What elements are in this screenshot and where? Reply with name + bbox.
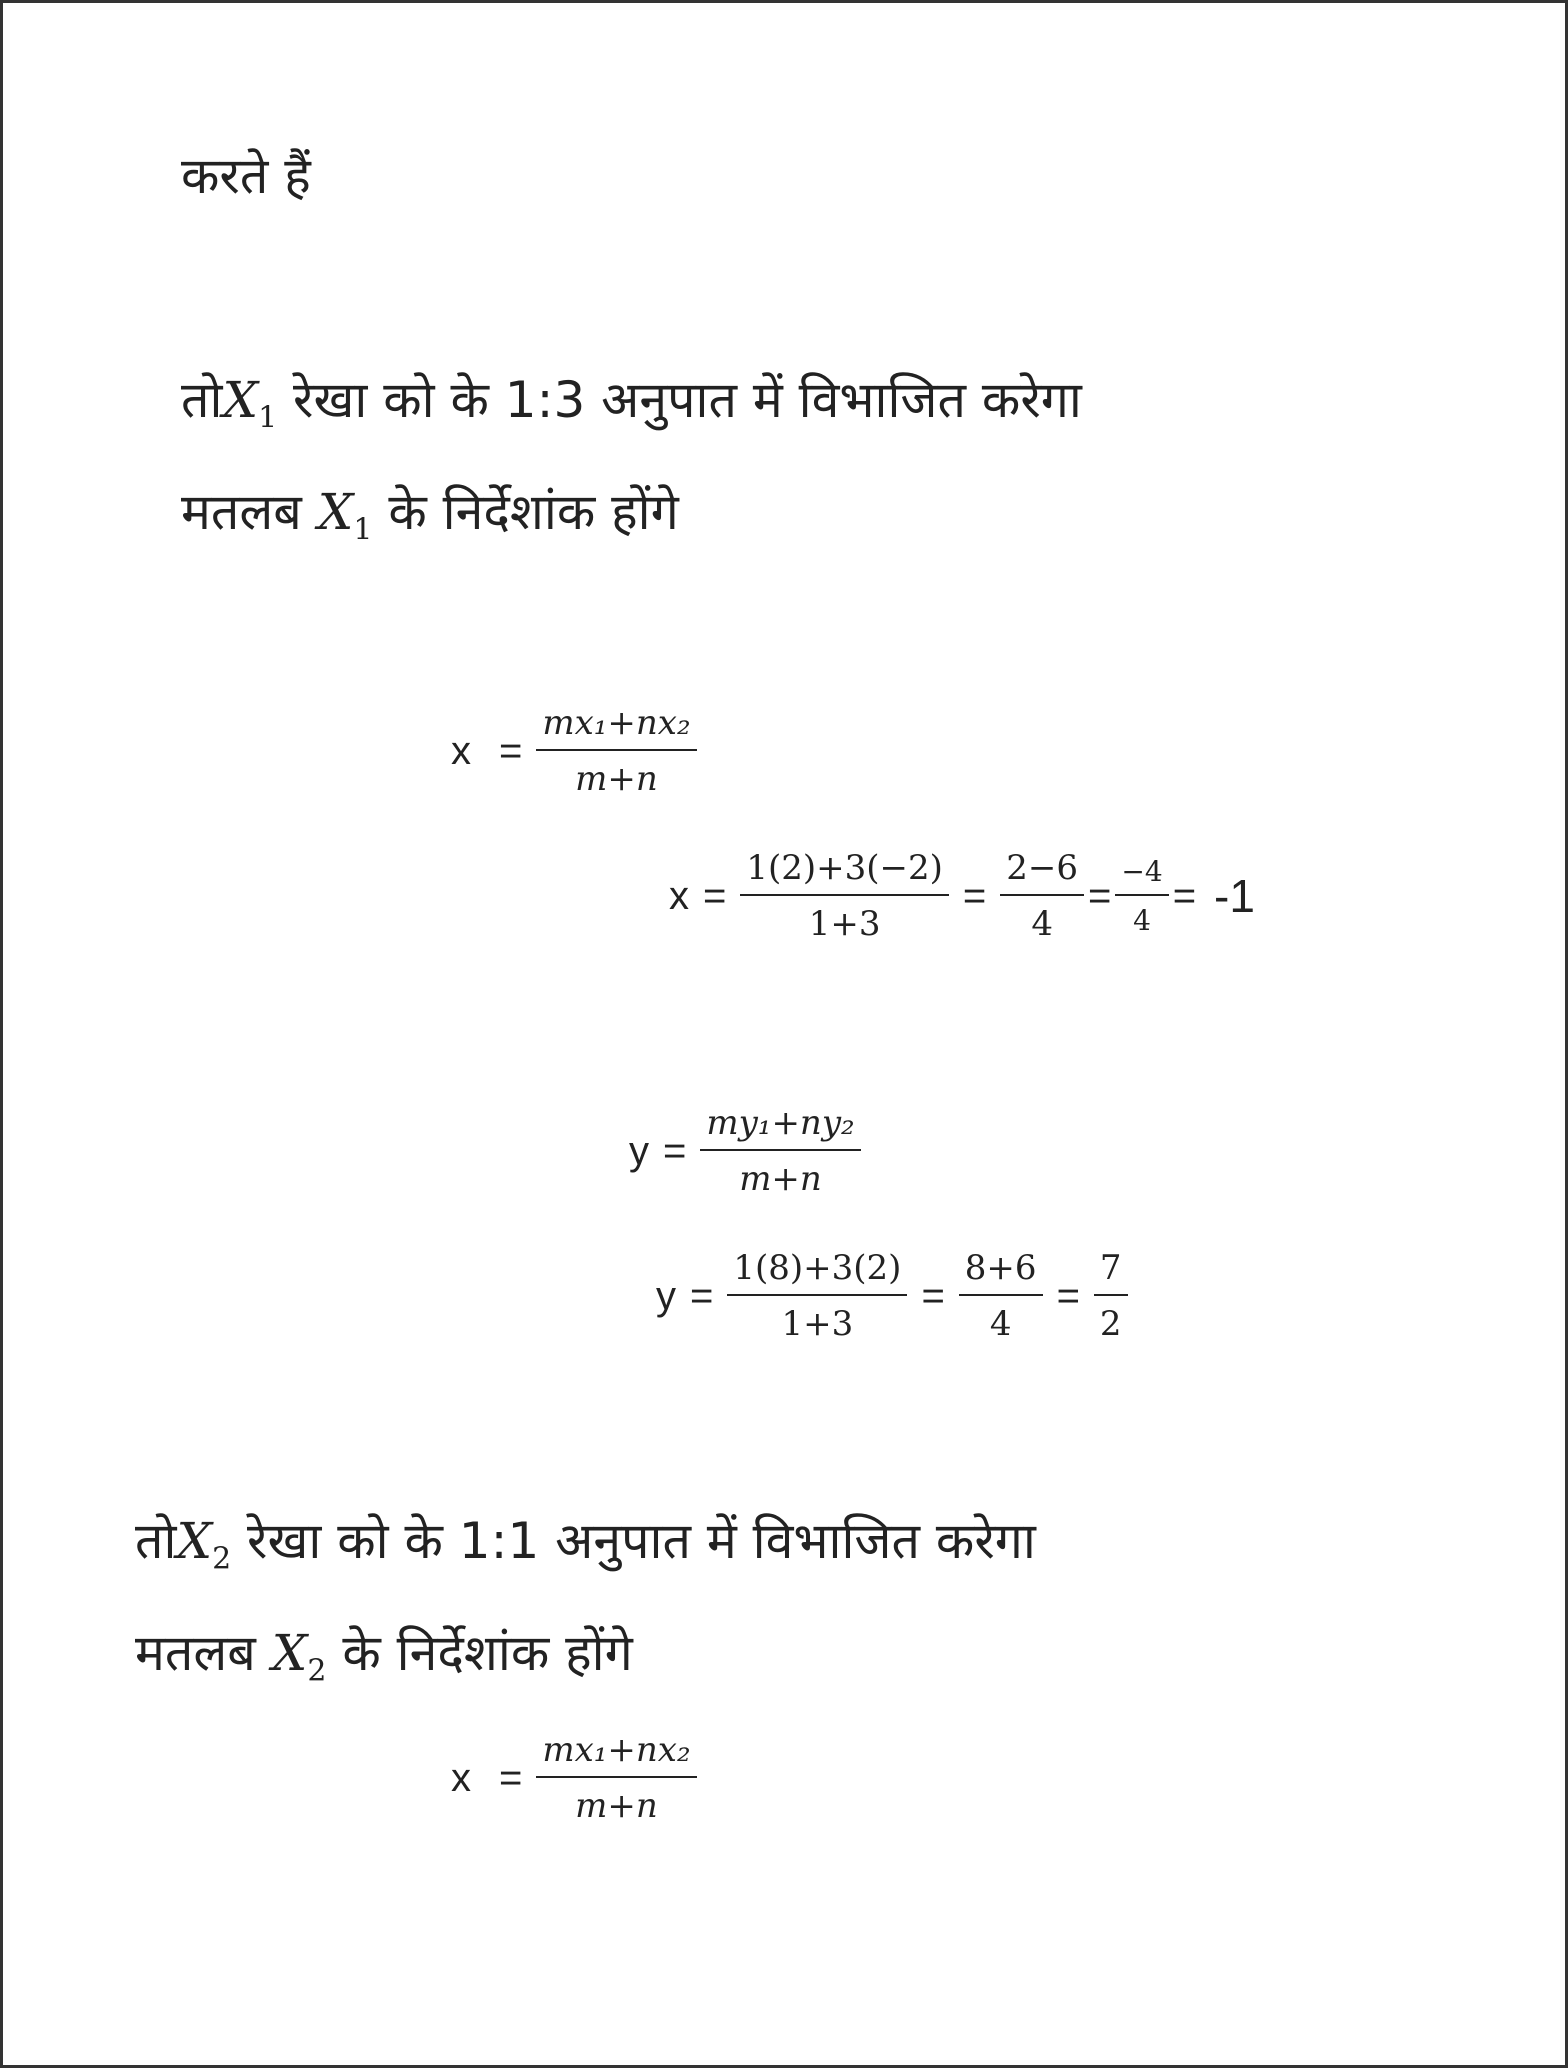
subscript: 1 <box>258 400 278 436</box>
equation-x-formula <box>451 703 697 799</box>
text: के निर्देशांक होंगे <box>372 483 679 541</box>
section1-heading <box>181 371 1082 436</box>
denominator: 1+3 <box>808 904 881 944</box>
eq-label: y <box>656 1273 676 1318</box>
numerator: 7 <box>1094 1248 1128 1296</box>
subscript: 2 <box>307 1653 327 1689</box>
equation-x-formula-2 <box>451 1730 697 1826</box>
denominator: m+n <box>575 759 658 799</box>
variable: X <box>317 483 354 541</box>
denominator: 1+3 <box>781 1304 854 1344</box>
numerator: 1(2)+3(−2) <box>740 848 949 896</box>
equals: = <box>1088 873 1112 918</box>
equation-y-formula <box>629 1103 861 1199</box>
fraction <box>740 848 949 944</box>
equals: = <box>1172 873 1197 918</box>
denominator: 4 <box>1133 904 1151 937</box>
equals: = <box>1056 1273 1080 1318</box>
subscript: 1 <box>353 512 373 548</box>
denominator: 2 <box>1099 1304 1122 1344</box>
equals: = <box>962 873 987 918</box>
fraction <box>536 1730 696 1826</box>
equals: = <box>703 873 727 918</box>
denominator: 4 <box>1031 904 1053 944</box>
eq-label: y <box>629 1128 649 1173</box>
text: के निर्देशांक होंगे <box>326 1624 633 1682</box>
numerator: −4 <box>1115 855 1168 896</box>
eq-label: x <box>451 728 471 773</box>
section2-heading <box>135 1512 1036 1577</box>
text: रेखा को के 1:3 अनुपात में विभाजित करेगा <box>277 371 1082 429</box>
fraction <box>700 1103 860 1199</box>
numerator: 8+6 <box>959 1248 1043 1296</box>
text: तो <box>181 371 223 429</box>
variable: X <box>271 1624 308 1682</box>
equals: = <box>690 1273 714 1318</box>
fraction <box>1000 848 1084 944</box>
equals: = <box>499 1755 523 1800</box>
denominator: m+n <box>739 1159 822 1199</box>
equals: = <box>663 1128 687 1173</box>
text: मतलब <box>181 483 318 541</box>
subscript: 2 <box>212 1541 232 1577</box>
text: रेखा को के 1:1 अनुपात में विभाजित करेगा <box>231 1512 1036 1570</box>
numerator: mx₁+nx₂ <box>536 1730 696 1778</box>
section1-subheading <box>181 483 679 548</box>
numerator: 1(8)+3(2) <box>727 1248 907 1296</box>
denominator: m+n <box>575 1786 658 1826</box>
eq-label: x <box>669 873 689 918</box>
equation-y-calc <box>656 1248 1128 1344</box>
text-line: करते हैं <box>181 147 311 205</box>
fraction <box>959 1248 1043 1344</box>
text: तो <box>135 1512 177 1570</box>
fraction <box>1094 1248 1128 1344</box>
text: मतलब <box>135 1624 272 1682</box>
numerator: mx₁+nx₂ <box>536 703 696 751</box>
equals: = <box>499 728 523 773</box>
fraction <box>727 1248 907 1344</box>
numerator: my₁+ny₂ <box>700 1103 860 1151</box>
variable: X <box>176 1512 213 1570</box>
eq-label: x <box>451 1755 471 1800</box>
denominator: 4 <box>989 1304 1012 1344</box>
fraction <box>1115 855 1168 937</box>
fraction <box>536 703 696 799</box>
numerator: 2−6 <box>1000 848 1084 896</box>
variable: X <box>222 371 259 429</box>
equals: = <box>921 1273 945 1318</box>
result: -1 <box>1214 870 1255 922</box>
equation-x-calc <box>669 848 1269 944</box>
section2-subheading <box>135 1624 633 1689</box>
